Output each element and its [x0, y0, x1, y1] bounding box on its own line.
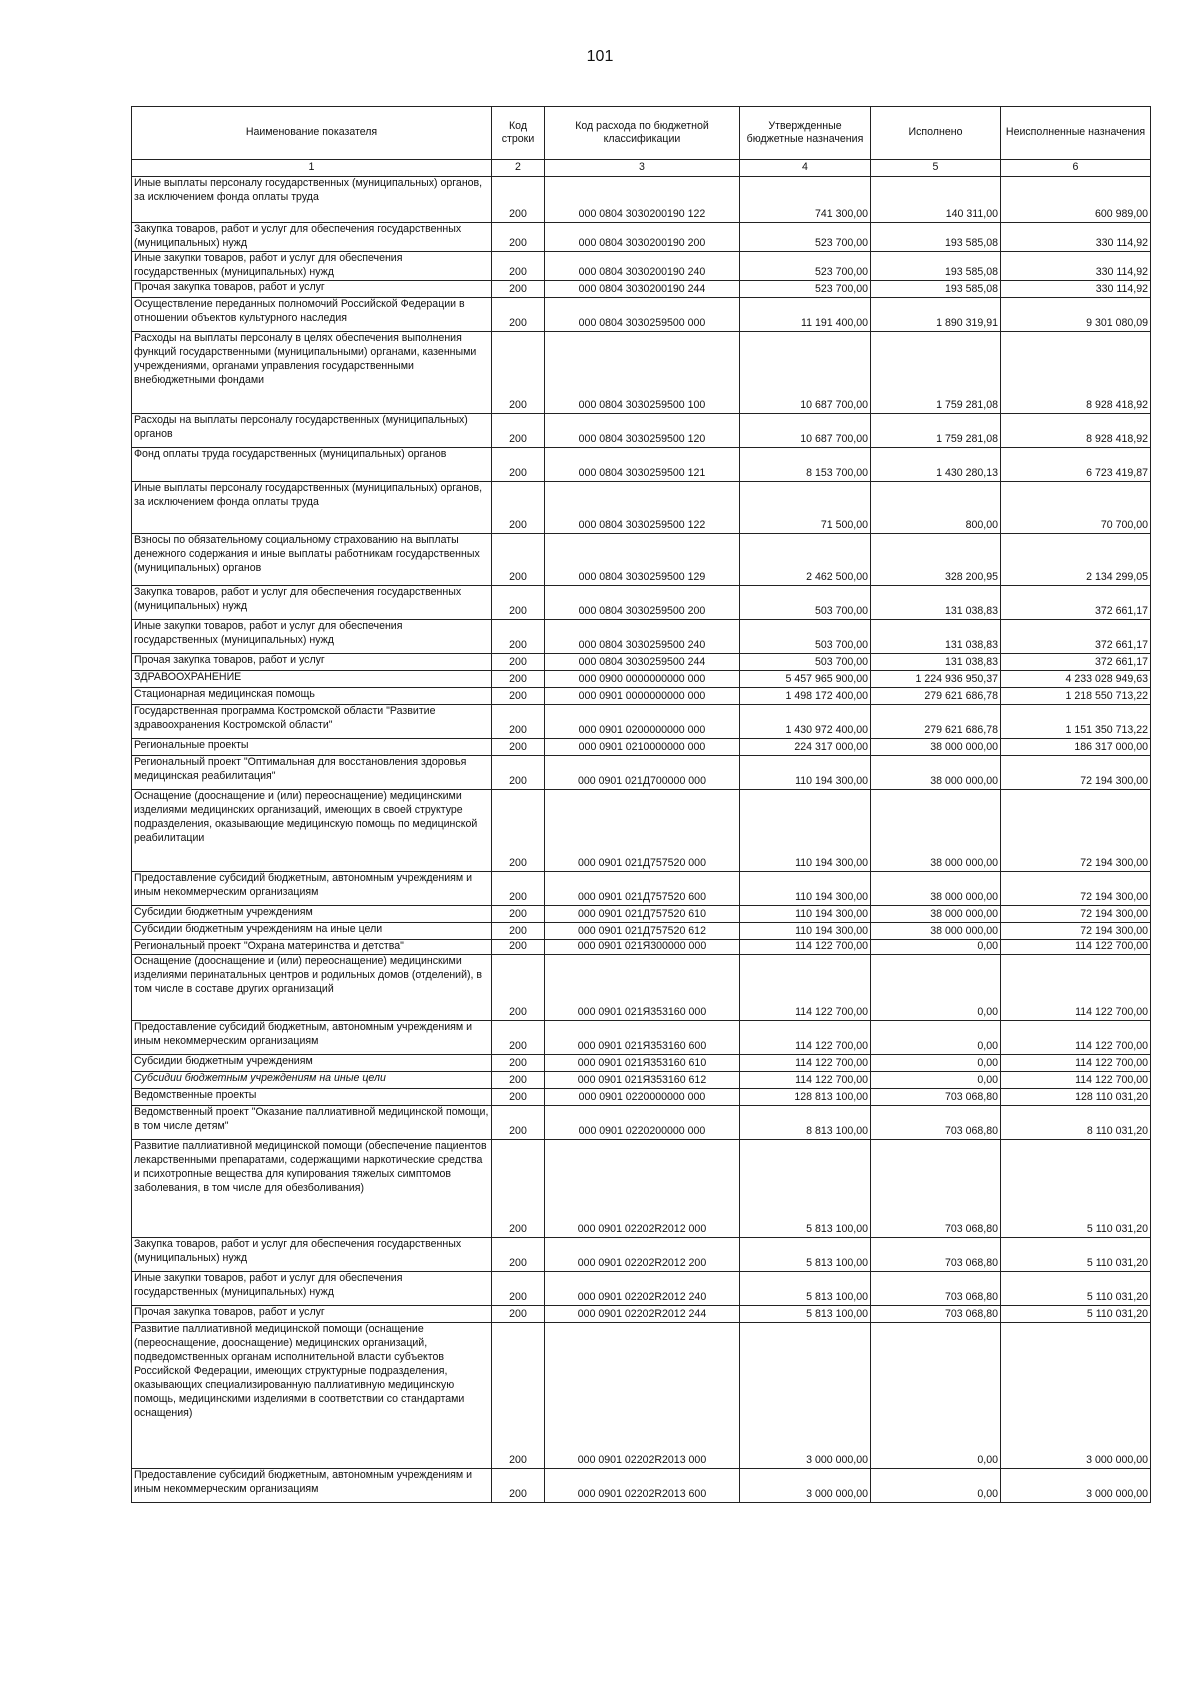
- row-unexecuted: 330 114,92: [1001, 280, 1151, 297]
- row-unexecuted: 5 110 031,20: [1001, 1305, 1151, 1322]
- column-number-row: [132, 160, 1151, 177]
- table-row: [132, 1305, 1151, 1322]
- row-budget-code: 000 0901 02202R2012 240: [545, 1271, 740, 1305]
- table-row: [132, 1322, 1151, 1468]
- row-unexecuted: 114 122 700,00: [1001, 1020, 1151, 1054]
- row-unexecuted: 372 661,17: [1001, 585, 1151, 619]
- row-executed: 328 200,95: [871, 533, 1001, 585]
- row-executed: 703 068,80: [871, 1105, 1001, 1139]
- row-budget-code: 000 0804 3030259500 244: [545, 653, 740, 670]
- row-line-code: 200: [492, 653, 545, 670]
- row-unexecuted: 1 218 550 713,22: [1001, 687, 1151, 704]
- table-header-row: [132, 107, 1151, 160]
- row-executed: 38 000 000,00: [871, 871, 1001, 905]
- row-name: Расходы на выплаты персоналу государственных (муниципальных) органов: [132, 413, 492, 447]
- row-budget-code: 000 0901 0210000000 000: [545, 738, 740, 755]
- row-unexecuted: 5 110 031,20: [1001, 1237, 1151, 1271]
- row-budget-code: 000 0901 021Д757520 000: [545, 789, 740, 871]
- row-name: Оснащение (дооснащение и (или) переоснащение) медицинскими изделиями медицинских организаций, имеющих в своей структуре подразделения, оказывающие медицинскую помощь по медицинской реабилитации: [132, 789, 492, 871]
- row-name: Иные закупки товаров, работ и услуг для обеспечения государственных (муниципальных) нужд: [132, 251, 492, 280]
- row-name: Субсидии бюджетным учреждениям: [132, 1054, 492, 1071]
- row-name: Предоставление субсидий бюджетным, автономным учреждениям и иным некоммерческим организациям: [132, 871, 492, 905]
- table-row: [132, 905, 1151, 922]
- row-name: Иные закупки товаров, работ и услуг для обеспечения государственных (муниципальных) нужд: [132, 1271, 492, 1305]
- header-executed: Исполнено: [871, 107, 1001, 160]
- row-approved: 10 687 700,00: [740, 331, 871, 413]
- table-row: [132, 481, 1151, 533]
- table-row: [132, 954, 1151, 1020]
- row-approved: 11 191 400,00: [740, 297, 871, 331]
- row-executed: 0,00: [871, 1468, 1001, 1502]
- row-budget-code: 000 0901 021Я353160 610: [545, 1054, 740, 1071]
- row-name: Иные закупки товаров, работ и услуг для обеспечения государственных (муниципальных) нужд: [132, 619, 492, 653]
- row-executed: 38 000 000,00: [871, 738, 1001, 755]
- row-unexecuted: 72 194 300,00: [1001, 871, 1151, 905]
- row-unexecuted: 330 114,92: [1001, 223, 1151, 252]
- table-row: [132, 871, 1151, 905]
- row-approved: 10 687 700,00: [740, 413, 871, 447]
- header-approved: Утвержденные бюджетные назначения: [740, 107, 871, 160]
- row-budget-code: 000 0804 3030259500 129: [545, 533, 740, 585]
- header-indicator-name: Наименование показателя: [132, 107, 492, 160]
- row-line-code: 200: [492, 447, 545, 481]
- table-row: [132, 1054, 1151, 1071]
- row-name: Закупка товаров, работ и услуг для обеспечения государственных (муниципальных) нужд: [132, 585, 492, 619]
- row-unexecuted: 72 194 300,00: [1001, 922, 1151, 939]
- column-number: 3: [545, 160, 740, 177]
- table-row: [132, 297, 1151, 331]
- row-line-code: 200: [492, 1305, 545, 1322]
- row-name: Стационарная медицинская помощь: [132, 687, 492, 704]
- row-name: Субсидии бюджетным учреждениям на иные цели: [132, 1071, 492, 1088]
- row-line-code: 200: [492, 738, 545, 755]
- row-budget-code: 000 0901 0220000000 000: [545, 1088, 740, 1105]
- table-body: [132, 177, 1151, 1503]
- row-approved: 114 122 700,00: [740, 1071, 871, 1088]
- row-name: Прочая закупка товаров, работ и услуг: [132, 653, 492, 670]
- row-line-code: 200: [492, 297, 545, 331]
- table-row: [132, 251, 1151, 280]
- row-line-code: 200: [492, 481, 545, 533]
- row-approved: 3 000 000,00: [740, 1468, 871, 1502]
- row-unexecuted: 114 122 700,00: [1001, 1071, 1151, 1088]
- row-executed: 38 000 000,00: [871, 905, 1001, 922]
- table-row: [132, 447, 1151, 481]
- table-row: [132, 1237, 1151, 1271]
- row-executed: 1 890 319,91: [871, 297, 1001, 331]
- row-line-code: 200: [492, 1054, 545, 1071]
- table-row: [132, 755, 1151, 789]
- row-line-code: 200: [492, 670, 545, 687]
- row-executed: 703 068,80: [871, 1139, 1001, 1237]
- row-line-code: 200: [492, 280, 545, 297]
- row-name: Осуществление переданных полномочий Российской Федерации в отношении объектов культурного наследия: [132, 297, 492, 331]
- table-row: [132, 1020, 1151, 1054]
- row-approved: 8 813 100,00: [740, 1105, 871, 1139]
- row-name: Субсидии бюджетным учреждениям: [132, 905, 492, 922]
- table-row: [132, 1468, 1151, 1502]
- row-executed: 38 000 000,00: [871, 789, 1001, 871]
- row-line-code: 200: [492, 585, 545, 619]
- row-approved: 503 700,00: [740, 585, 871, 619]
- row-approved: 5 813 100,00: [740, 1139, 871, 1237]
- row-unexecuted: 8 110 031,20: [1001, 1105, 1151, 1139]
- row-line-code: 200: [492, 704, 545, 738]
- table-row: [132, 223, 1151, 252]
- row-executed: 279 621 686,78: [871, 704, 1001, 738]
- row-executed: 131 038,83: [871, 619, 1001, 653]
- row-line-code: 200: [492, 954, 545, 1020]
- row-executed: 38 000 000,00: [871, 922, 1001, 939]
- row-unexecuted: 330 114,92: [1001, 251, 1151, 280]
- row-line-code: 200: [492, 922, 545, 939]
- row-approved: 114 122 700,00: [740, 1054, 871, 1071]
- header-unexecuted: Неисполненные назначения: [1001, 107, 1151, 160]
- row-name: ЗДРАВООХРАНЕНИЕ: [132, 670, 492, 687]
- row-budget-code: 000 0901 02202R2012 000: [545, 1139, 740, 1237]
- row-approved: 1 430 972 400,00: [740, 704, 871, 738]
- row-unexecuted: 4 233 028 949,63: [1001, 670, 1151, 687]
- row-approved: 110 194 300,00: [740, 755, 871, 789]
- row-budget-code: 000 0901 021Я300000 000: [545, 939, 740, 954]
- row-approved: 8 153 700,00: [740, 447, 871, 481]
- row-approved: 5 457 965 900,00: [740, 670, 871, 687]
- page-number: 101: [586, 48, 614, 65]
- row-unexecuted: 72 194 300,00: [1001, 789, 1151, 871]
- row-line-code: 200: [492, 1020, 545, 1054]
- row-line-code: 200: [492, 1322, 545, 1468]
- row-executed: 0,00: [871, 1071, 1001, 1088]
- row-budget-code: 000 0901 02202R2012 244: [545, 1305, 740, 1322]
- row-name: Иные выплаты персоналу государственных (муниципальных) органов, за исключением фонда оплаты труда: [132, 177, 492, 223]
- row-unexecuted: 600 989,00: [1001, 177, 1151, 223]
- row-executed: 0,00: [871, 954, 1001, 1020]
- row-budget-code: 000 0804 3030200190 240: [545, 251, 740, 280]
- row-executed: 703 068,80: [871, 1088, 1001, 1105]
- row-line-code: 200: [492, 871, 545, 905]
- row-name: Оснащение (дооснащение и (или) переоснащение) медицинскими изделиями перинатальных центров и родильных домов (отделений), в том числе в составе других организаций: [132, 954, 492, 1020]
- row-executed: 1 759 281,08: [871, 331, 1001, 413]
- row-name: Предоставление субсидий бюджетным, автономным учреждениям и иным некоммерческим организациям: [132, 1020, 492, 1054]
- row-budget-code: 000 0804 3030259500 122: [545, 481, 740, 533]
- row-unexecuted: 8 928 418,92: [1001, 331, 1151, 413]
- row-line-code: 200: [492, 1088, 545, 1105]
- column-number: 2: [492, 160, 545, 177]
- row-budget-code: 000 0901 02202R2013 000: [545, 1322, 740, 1468]
- row-budget-code: 000 0804 3030259500 121: [545, 447, 740, 481]
- table-row: [132, 670, 1151, 687]
- row-line-code: 200: [492, 1071, 545, 1088]
- row-approved: 224 317 000,00: [740, 738, 871, 755]
- row-budget-code: 000 0901 021Д757520 612: [545, 922, 740, 939]
- row-executed: 0,00: [871, 939, 1001, 954]
- header-line-code: Код строки: [492, 107, 545, 160]
- table-row: [132, 1139, 1151, 1237]
- row-budget-code: 000 0901 0220200000 000: [545, 1105, 740, 1139]
- row-executed: 1 430 280,13: [871, 447, 1001, 481]
- row-budget-code: 000 0804 3030259500 100: [545, 331, 740, 413]
- row-line-code: 200: [492, 939, 545, 954]
- row-approved: 114 122 700,00: [740, 1020, 871, 1054]
- row-name: Прочая закупка товаров, работ и услуг: [132, 280, 492, 297]
- row-line-code: 200: [492, 1237, 545, 1271]
- row-budget-code: 000 0901 0000000000 000: [545, 687, 740, 704]
- row-line-code: 200: [492, 789, 545, 871]
- table-row: [132, 331, 1151, 413]
- row-unexecuted: 8 928 418,92: [1001, 413, 1151, 447]
- row-name: Иные выплаты персоналу государственных (муниципальных) органов, за исключением фонда оплаты труда: [132, 481, 492, 533]
- row-unexecuted: 9 301 080,09: [1001, 297, 1151, 331]
- table-row: [132, 704, 1151, 738]
- row-approved: 1 498 172 400,00: [740, 687, 871, 704]
- row-budget-code: 000 0901 0200000000 000: [545, 704, 740, 738]
- row-unexecuted: 5 110 031,20: [1001, 1139, 1151, 1237]
- table-row: [132, 177, 1151, 223]
- row-name: Фонд оплаты труда государственных (муниципальных) органов: [132, 447, 492, 481]
- row-executed: 703 068,80: [871, 1271, 1001, 1305]
- row-budget-code: 000 0901 021Д700000 000: [545, 755, 740, 789]
- row-executed: 703 068,80: [871, 1305, 1001, 1322]
- row-budget-code: 000 0901 021Я353160 612: [545, 1071, 740, 1088]
- row-budget-code: 000 0901 021Я353160 000: [545, 954, 740, 1020]
- row-line-code: 200: [492, 1468, 545, 1502]
- row-approved: 3 000 000,00: [740, 1322, 871, 1468]
- row-executed: 131 038,83: [871, 653, 1001, 670]
- row-budget-code: 000 0804 3030259500 200: [545, 585, 740, 619]
- table-row: [132, 533, 1151, 585]
- row-unexecuted: 5 110 031,20: [1001, 1271, 1151, 1305]
- row-line-code: 200: [492, 619, 545, 653]
- row-approved: 523 700,00: [740, 280, 871, 297]
- row-executed: 131 038,83: [871, 585, 1001, 619]
- table-row: [132, 585, 1151, 619]
- row-approved: 5 813 100,00: [740, 1305, 871, 1322]
- row-unexecuted: 70 700,00: [1001, 481, 1151, 533]
- row-budget-code: 000 0900 0000000000 000: [545, 670, 740, 687]
- row-line-code: 200: [492, 687, 545, 704]
- table-row: [132, 1271, 1151, 1305]
- row-approved: 110 194 300,00: [740, 789, 871, 871]
- row-approved: 110 194 300,00: [740, 922, 871, 939]
- row-approved: 114 122 700,00: [740, 954, 871, 1020]
- row-executed: 38 000 000,00: [871, 755, 1001, 789]
- row-budget-code: 000 0804 3030259500 120: [545, 413, 740, 447]
- row-name: Региональный проект "Оптимальная для восстановления здоровья медицинская реабилитация": [132, 755, 492, 789]
- row-budget-code: 000 0901 02202R2013 600: [545, 1468, 740, 1502]
- row-unexecuted: 1 151 350 713,22: [1001, 704, 1151, 738]
- row-budget-code: 000 0901 021Я353160 600: [545, 1020, 740, 1054]
- row-name: Расходы на выплаты персоналу в целях обеспечения выполнения функций государственными (муниципальными) органами, казенными учреждениями, органами управления государственными внебюджетными фондами: [132, 331, 492, 413]
- row-line-code: 200: [492, 413, 545, 447]
- row-name: Закупка товаров, работ и услуг для обеспечения государственных (муниципальных) нужд: [132, 1237, 492, 1271]
- table-row: [132, 939, 1151, 954]
- row-approved: 503 700,00: [740, 653, 871, 670]
- row-executed: 140 311,00: [871, 177, 1001, 223]
- table-row: [132, 653, 1151, 670]
- row-executed: 193 585,08: [871, 251, 1001, 280]
- table-row: [132, 738, 1151, 755]
- row-line-code: 200: [492, 1271, 545, 1305]
- row-approved: 110 194 300,00: [740, 871, 871, 905]
- row-budget-code: 000 0804 3030200190 244: [545, 280, 740, 297]
- budget-execution-table: [131, 106, 1151, 1503]
- row-line-code: 200: [492, 251, 545, 280]
- row-executed: 193 585,08: [871, 223, 1001, 252]
- table-row: [132, 1071, 1151, 1088]
- table-row: [132, 413, 1151, 447]
- row-approved: 523 700,00: [740, 223, 871, 252]
- column-number: 5: [871, 160, 1001, 177]
- row-name: Государственная программа Костромской области "Развитие здравоохранения Костромской области": [132, 704, 492, 738]
- row-line-code: 200: [492, 331, 545, 413]
- row-name: Развитие паллиативной медицинской помощи (обеспечение пациентов лекарственными препаратами, содержащими наркотические средства и психотропные вещества для купирования тяжелых симптомов заболевания, в том числе для обезболивания): [132, 1139, 492, 1237]
- row-unexecuted: 128 110 031,20: [1001, 1088, 1151, 1105]
- row-approved: 128 813 100,00: [740, 1088, 871, 1105]
- row-line-code: 200: [492, 905, 545, 922]
- row-name: Субсидии бюджетным учреждениям на иные цели: [132, 922, 492, 939]
- row-unexecuted: 2 134 299,05: [1001, 533, 1151, 585]
- row-name: Региональные проекты: [132, 738, 492, 755]
- row-unexecuted: 72 194 300,00: [1001, 755, 1151, 789]
- row-budget-code: 000 0804 3030200190 200: [545, 223, 740, 252]
- table-row: [132, 922, 1151, 939]
- header-budget-code: Код расхода по бюджетной классификации: [545, 107, 740, 160]
- row-unexecuted: 72 194 300,00: [1001, 905, 1151, 922]
- row-name: Ведомственные проекты: [132, 1088, 492, 1105]
- row-approved: 114 122 700,00: [740, 939, 871, 954]
- row-executed: 279 621 686,78: [871, 687, 1001, 704]
- row-budget-code: 000 0804 3030200190 122: [545, 177, 740, 223]
- row-executed: 0,00: [871, 1322, 1001, 1468]
- table-row: [132, 619, 1151, 653]
- row-budget-code: 000 0901 021Д757520 610: [545, 905, 740, 922]
- row-approved: 5 813 100,00: [740, 1237, 871, 1271]
- row-name: Прочая закупка товаров, работ и услуг: [132, 1305, 492, 1322]
- row-approved: 503 700,00: [740, 619, 871, 653]
- row-executed: 0,00: [871, 1020, 1001, 1054]
- row-budget-code: 000 0901 021Д757520 600: [545, 871, 740, 905]
- row-line-code: 200: [492, 533, 545, 585]
- row-unexecuted: 3 000 000,00: [1001, 1468, 1151, 1502]
- row-budget-code: 000 0901 02202R2012 200: [545, 1237, 740, 1271]
- row-unexecuted: 186 317 000,00: [1001, 738, 1151, 755]
- row-line-code: 200: [492, 755, 545, 789]
- row-approved: 110 194 300,00: [740, 905, 871, 922]
- column-number: 4: [740, 160, 871, 177]
- row-name: Закупка товаров, работ и услуг для обеспечения государственных (муниципальных) нужд: [132, 223, 492, 252]
- column-number: 6: [1001, 160, 1151, 177]
- row-line-code: 200: [492, 1139, 545, 1237]
- row-unexecuted: 372 661,17: [1001, 653, 1151, 670]
- row-approved: 741 300,00: [740, 177, 871, 223]
- row-unexecuted: 114 122 700,00: [1001, 954, 1151, 1020]
- column-number: 1: [132, 160, 492, 177]
- row-approved: 523 700,00: [740, 251, 871, 280]
- row-executed: 800,00: [871, 481, 1001, 533]
- row-executed: 703 068,80: [871, 1237, 1001, 1271]
- row-executed: 193 585,08: [871, 280, 1001, 297]
- row-approved: 2 462 500,00: [740, 533, 871, 585]
- row-name: Региональный проект "Охрана материнства и детства": [132, 939, 492, 954]
- row-name: Взносы по обязательному социальному страхованию на выплаты денежного содержания и иные выплаты работникам государственных (муниципальных) органов: [132, 533, 492, 585]
- table-row: [132, 1088, 1151, 1105]
- table-row: [132, 687, 1151, 704]
- row-unexecuted: 6 723 419,87: [1001, 447, 1151, 481]
- row-unexecuted: 114 122 700,00: [1001, 1054, 1151, 1071]
- row-name: Предоставление субсидий бюджетным, автономным учреждениям и иным некоммерческим организациям: [132, 1468, 492, 1502]
- row-unexecuted: 3 000 000,00: [1001, 1322, 1151, 1468]
- table-row: [132, 280, 1151, 297]
- row-line-code: 200: [492, 177, 545, 223]
- table-row: [132, 789, 1151, 871]
- table-row: [132, 1105, 1151, 1139]
- row-unexecuted: 372 661,17: [1001, 619, 1151, 653]
- row-executed: 1 759 281,08: [871, 413, 1001, 447]
- row-approved: 5 813 100,00: [740, 1271, 871, 1305]
- row-budget-code: 000 0804 3030259500 240: [545, 619, 740, 653]
- row-executed: 0,00: [871, 1054, 1001, 1071]
- row-approved: 71 500,00: [740, 481, 871, 533]
- row-line-code: 200: [492, 223, 545, 252]
- row-name: Ведомственный проект "Оказание паллиативной медицинской помощи, в том числе детям": [132, 1105, 492, 1139]
- row-unexecuted: 114 122 700,00: [1001, 939, 1151, 954]
- row-executed: 1 224 936 950,37: [871, 670, 1001, 687]
- row-line-code: 200: [492, 1105, 545, 1139]
- row-name: Развитие паллиативной медицинской помощи (оснащение (переоснащение, дооснащение) медицинских организаций, подведомственных органам исполнительной власти субъектов Российской Федерации, имеющих структурные подразделения, оказывающих специализированную паллиативную медицинскую помощь, медицинскими изделиями в соответствии со стандартами оснащения): [132, 1322, 492, 1468]
- row-budget-code: 000 0804 3030259500 000: [545, 297, 740, 331]
